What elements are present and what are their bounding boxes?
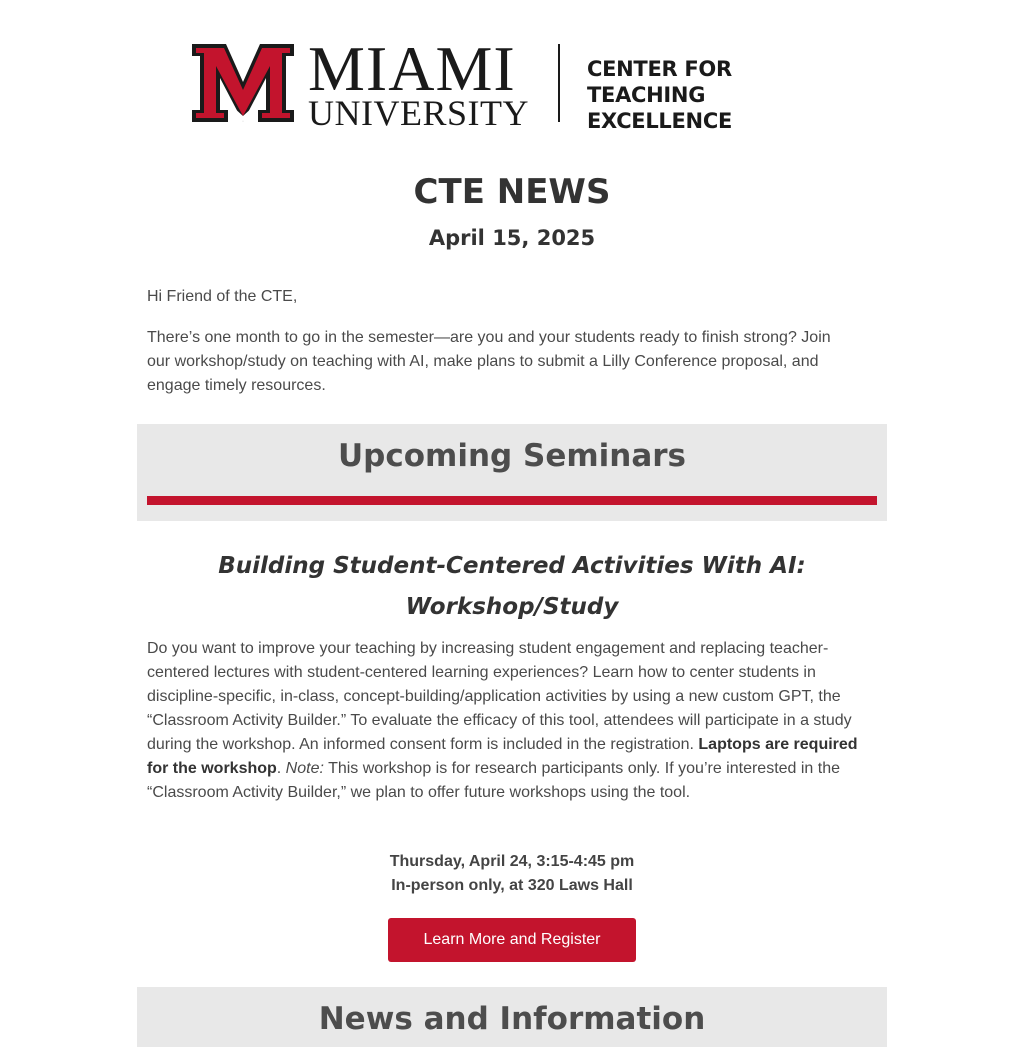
newsletter-date: April 15, 2025 bbox=[428, 226, 596, 250]
event-desc-part1: Do you want to improve your teaching by increasing student engagement and replacing teacher-centered lectures with student-centered learning experiences? Learn how to center students in discipline-specific, in-class, concept-building/application activities by using a new custom GPT, the “Classroom Activity Builder.” To evaluate the efficacy of this tool, attendees will participate in a study during the workshop. An informed consent form is included in the registration. bbox=[147, 640, 852, 753]
event-desc-part3: This workshop is for research participants only. If you’re interested in the “Classroom Activity Builder,” we plan to offer future workshops using the tool. bbox=[147, 760, 841, 801]
header-logo[interactable] bbox=[192, 33, 842, 133]
wordmark-miami: MIAMI bbox=[308, 33, 516, 104]
event-schedule bbox=[0, 850, 1024, 898]
event-title-line2: Workshop/Study bbox=[405, 594, 619, 620]
event-datetime: Thursday, April 24, 3:15-4:45 pm bbox=[389, 853, 635, 870]
miami-m-logo-icon bbox=[192, 44, 294, 122]
event-desc-note: Note: bbox=[285, 760, 324, 777]
wordmark-university: UNIVERSITY bbox=[308, 93, 529, 133]
center-name-line2: EXCELLENCE bbox=[587, 109, 732, 133]
learn-more-register-button[interactable]: Learn More and Register bbox=[388, 918, 636, 962]
news-information-heading: News and Information bbox=[318, 1001, 706, 1037]
event-desc-bold: Laptops are required for the workshop bbox=[147, 736, 858, 777]
university-wordmark bbox=[308, 33, 538, 133]
newsletter-title: CTE NEWS bbox=[413, 172, 611, 212]
event-location: In-person only, at 320 Laws Hall bbox=[391, 877, 633, 894]
section-red-rule bbox=[147, 496, 877, 505]
news-information-band bbox=[137, 987, 887, 1047]
center-name-line1: CENTER FOR TEACHING bbox=[587, 57, 732, 107]
upcoming-seminars-band bbox=[137, 424, 887, 521]
intro-paragraph: There’s one month to go in the semester—are you and your students ready to finish strong? Join our workshop/study on teaching with AI, make plans to submit a Lilly Conference proposal, and engage timely resources. bbox=[147, 329, 831, 394]
event-title-line1: Building Student-Centered Activities With AI: bbox=[218, 553, 806, 579]
center-name bbox=[587, 56, 847, 134]
logo-divider bbox=[558, 44, 560, 122]
event-description bbox=[147, 637, 871, 805]
upcoming-seminars-heading: Upcoming Seminars bbox=[337, 438, 687, 474]
event-desc-part2: . bbox=[276, 760, 286, 777]
event-title bbox=[147, 546, 877, 628]
greeting-text: Hi Friend of the CTE, bbox=[147, 288, 298, 305]
